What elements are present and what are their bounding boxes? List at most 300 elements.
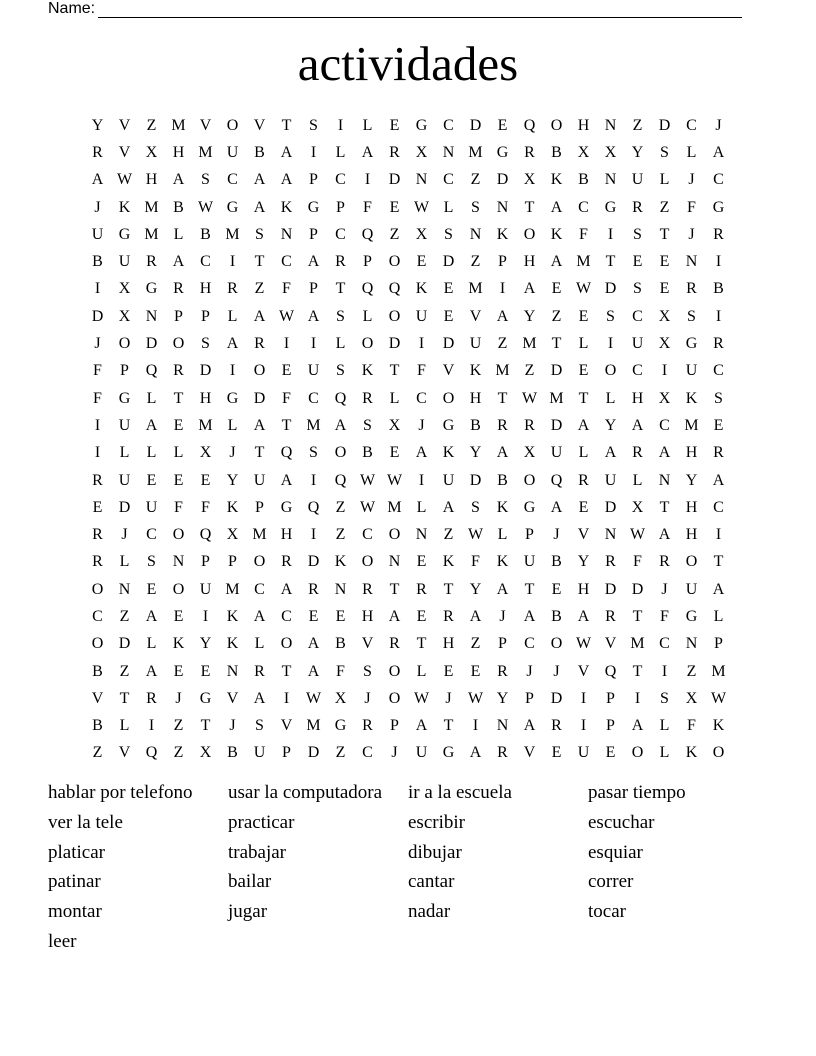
name-field xyxy=(48,0,742,18)
grid-letter: T xyxy=(335,280,346,298)
grid-letter: J xyxy=(94,198,101,216)
grid-letter: J xyxy=(229,444,236,462)
grid-letter: X xyxy=(523,171,536,189)
grid-letter: L xyxy=(713,607,724,625)
grid-letter: K xyxy=(226,607,239,625)
grid-letter: K xyxy=(496,553,509,571)
grid-letter: S xyxy=(336,362,345,380)
grid-letter: D xyxy=(550,689,563,707)
word-list-item: hablar por telefono xyxy=(48,782,193,803)
grid-letter: A xyxy=(658,526,671,544)
grid-letter: R xyxy=(578,471,589,489)
grid-letter: I xyxy=(94,444,101,462)
grid-letter: I xyxy=(310,143,317,161)
grid-letter: J xyxy=(553,662,560,680)
grid-letter: E xyxy=(200,662,211,680)
grid-letter: X xyxy=(388,416,401,434)
grid-letter: I xyxy=(715,253,722,271)
grid-letter: H xyxy=(199,389,212,407)
grid-letter: U xyxy=(631,335,644,353)
grid-letter: C xyxy=(146,526,157,544)
word-list xyxy=(48,779,768,958)
grid-letter: R xyxy=(146,253,157,271)
grid-letter: W xyxy=(710,689,727,707)
grid-letter: G xyxy=(685,607,698,625)
grid-letter: E xyxy=(416,607,427,625)
grid-letter: L xyxy=(227,416,238,434)
grid-letter: V xyxy=(577,662,590,680)
grid-letter: O xyxy=(388,662,401,680)
grid-letter: X xyxy=(118,307,131,325)
grid-letter: Q xyxy=(361,225,374,243)
grid-letter: L xyxy=(362,116,373,134)
grid-letter: E xyxy=(713,416,724,434)
grid-letter: H xyxy=(280,526,293,544)
grid-letter: I xyxy=(580,689,587,707)
grid-letter: E xyxy=(389,116,400,134)
grid-letter: P xyxy=(498,635,507,653)
page-title: actividades xyxy=(297,36,519,91)
word-list-item: trabajar xyxy=(228,841,287,863)
grid-letter: P xyxy=(390,717,399,735)
grid-letter: X xyxy=(415,225,428,243)
grid-letter: Y xyxy=(496,689,509,707)
grid-letter: G xyxy=(442,416,455,434)
grid-letter: W xyxy=(575,280,592,298)
grid-letter: A xyxy=(496,307,509,325)
grid-letter: X xyxy=(658,307,671,325)
grid-letter: V xyxy=(118,744,131,762)
grid-letter: T xyxy=(389,362,400,380)
grid-letter: R xyxy=(362,580,373,598)
grid-letter: C xyxy=(713,498,724,516)
grid-letter: L xyxy=(659,717,670,735)
grid-letter: N xyxy=(604,171,617,189)
grid-letter: A xyxy=(550,253,563,271)
grid-letter: E xyxy=(389,444,400,462)
grid-letter: L xyxy=(119,444,130,462)
grid-letter: Q xyxy=(604,662,617,680)
grid-letter: T xyxy=(281,116,292,134)
grid-letter: B xyxy=(362,444,373,462)
grid-letter: J xyxy=(121,526,128,544)
grid-letter: D xyxy=(604,498,617,516)
grid-letter: E xyxy=(632,253,643,271)
grid-letter: C xyxy=(281,607,292,625)
grid-letter: A xyxy=(658,444,671,462)
grid-letter: T xyxy=(524,580,535,598)
grid-letter: M xyxy=(198,143,213,161)
grid-letter: E xyxy=(578,498,589,516)
grid-letter: U xyxy=(226,143,239,161)
grid-letter: L xyxy=(362,307,373,325)
grid-letter: R xyxy=(389,635,400,653)
grid-letter: Z xyxy=(470,253,481,271)
grid-letter: J xyxy=(175,689,182,707)
grid-letter: C xyxy=(443,116,454,134)
grid-letter: P xyxy=(498,253,507,271)
grid-letter: E xyxy=(416,553,427,571)
grid-letter: G xyxy=(199,689,212,707)
grid-letter: X xyxy=(145,143,158,161)
grid-letter: R xyxy=(92,553,103,571)
grid-letter: J xyxy=(661,580,668,598)
grid-letter: V xyxy=(253,116,266,134)
grid-letter: M xyxy=(576,253,591,271)
grid-letter: C xyxy=(362,526,373,544)
grid-letter: R xyxy=(524,416,535,434)
grid-letter: L xyxy=(659,171,670,189)
grid-letter: O xyxy=(361,335,374,353)
grid-letter: U xyxy=(442,471,455,489)
grid-letter: F xyxy=(660,607,669,625)
grid-letter: I xyxy=(229,253,236,271)
grid-letter: K xyxy=(469,362,482,380)
grid-letter: M xyxy=(225,580,240,598)
grid-letter: U xyxy=(685,362,698,380)
grid-letter: D xyxy=(550,362,563,380)
grid-letter: A xyxy=(145,416,158,434)
grid-letter: C xyxy=(713,362,724,380)
word-search-grid xyxy=(84,112,732,767)
grid-letter: K xyxy=(685,744,698,762)
grid-letter: T xyxy=(443,580,454,598)
grid-letter: M xyxy=(684,416,699,434)
grid-letter: A xyxy=(307,662,320,680)
grid-letter: I xyxy=(607,335,614,353)
grid-letter: P xyxy=(309,225,318,243)
grid-letter: Z xyxy=(173,744,184,762)
grid-letter: E xyxy=(335,607,346,625)
grid-letter: R xyxy=(254,662,265,680)
grid-letter: S xyxy=(336,307,345,325)
grid-letter: L xyxy=(497,526,508,544)
word-list-item: cantar xyxy=(408,871,455,893)
grid-letter: I xyxy=(283,335,290,353)
grid-letter: L xyxy=(173,444,184,462)
word-list-item: nadar xyxy=(408,901,451,923)
grid-letter: C xyxy=(335,171,346,189)
grid-letter: A xyxy=(280,143,293,161)
grid-letter: B xyxy=(173,198,184,216)
grid-letter: X xyxy=(118,280,131,298)
grid-letter: B xyxy=(470,416,481,434)
grid-letter: P xyxy=(255,498,264,516)
grid-letter: R xyxy=(254,335,265,353)
grid-letter: I xyxy=(715,526,722,544)
grid-letter: Y xyxy=(604,416,617,434)
grid-letter: O xyxy=(334,444,347,462)
grid-letter: Q xyxy=(199,526,212,544)
name-label: Name: xyxy=(48,0,96,17)
grid-letter: E xyxy=(281,362,292,380)
grid-letter: B xyxy=(92,717,103,735)
grid-letter: C xyxy=(524,635,535,653)
grid-letter: N xyxy=(442,143,455,161)
grid-letter: I xyxy=(499,280,506,298)
grid-letter: W xyxy=(116,171,133,189)
grid-letter: L xyxy=(146,444,157,462)
grid-letter: R xyxy=(173,280,184,298)
grid-letter: Q xyxy=(334,389,347,407)
grid-letter: O xyxy=(442,389,455,407)
grid-letter: D xyxy=(307,553,320,571)
grid-letter: Q xyxy=(307,498,320,516)
grid-letter: A xyxy=(91,171,104,189)
grid-letter: V xyxy=(226,689,239,707)
grid-letter: I xyxy=(661,362,668,380)
grid-letter: I xyxy=(94,416,101,434)
grid-letter: N xyxy=(685,253,698,271)
grid-letter: T xyxy=(605,253,616,271)
grid-letter: I xyxy=(310,526,317,544)
grid-letter: K xyxy=(361,362,374,380)
grid-letter: U xyxy=(415,307,428,325)
grid-letter: Y xyxy=(91,116,104,134)
grid-letter: I xyxy=(634,689,641,707)
grid-letter: Q xyxy=(145,362,158,380)
grid-letter: L xyxy=(686,143,697,161)
grid-letter: A xyxy=(631,717,644,735)
grid-letter: O xyxy=(550,635,563,653)
grid-letter: S xyxy=(201,171,210,189)
grid-letter: Z xyxy=(470,171,481,189)
grid-letter: J xyxy=(553,526,560,544)
grid-letter: E xyxy=(443,280,454,298)
grid-letter: N xyxy=(496,198,509,216)
grid-letter: M xyxy=(306,416,321,434)
grid-letter: K xyxy=(415,280,428,298)
grid-letter: W xyxy=(521,389,538,407)
grid-letter: I xyxy=(418,335,425,353)
grid-letter: W xyxy=(305,689,322,707)
grid-letter: L xyxy=(659,744,670,762)
grid-letter: R xyxy=(362,389,373,407)
grid-letter: K xyxy=(442,553,455,571)
grid-letter: Q xyxy=(523,116,536,134)
grid-letter: U xyxy=(118,471,131,489)
grid-letter: F xyxy=(174,498,183,516)
grid-letter: P xyxy=(606,717,615,735)
grid-letter: A xyxy=(712,471,725,489)
grid-letter: Z xyxy=(335,498,346,516)
grid-letter: O xyxy=(550,116,563,134)
grid-letter: E xyxy=(308,607,319,625)
word-list-item: ver la tele xyxy=(48,811,123,833)
grid-letter: O xyxy=(253,362,266,380)
grid-letter: E xyxy=(200,471,211,489)
grid-letter: I xyxy=(472,717,479,735)
grid-letter: P xyxy=(228,553,237,571)
word-list-item: bailar xyxy=(228,871,272,893)
grid-letter: K xyxy=(172,635,185,653)
grid-letter: F xyxy=(336,662,345,680)
grid-letter: A xyxy=(361,143,374,161)
grid-letter: K xyxy=(550,225,563,243)
grid-letter: U xyxy=(307,362,320,380)
grid-letter: X xyxy=(226,526,239,544)
grid-letter: V xyxy=(199,116,212,134)
grid-letter: C xyxy=(308,389,319,407)
grid-letter: R xyxy=(173,362,184,380)
grid-letter: A xyxy=(253,307,266,325)
grid-letter: R xyxy=(632,198,643,216)
grid-letter: I xyxy=(715,307,722,325)
grid-letter: E xyxy=(578,307,589,325)
grid-letter: P xyxy=(309,171,318,189)
grid-letter: Y xyxy=(631,143,644,161)
grid-letter: Z xyxy=(335,526,346,544)
grid-letter: T xyxy=(659,225,670,243)
grid-letter: K xyxy=(550,171,563,189)
grid-letter: E xyxy=(578,362,589,380)
grid-letter: P xyxy=(525,526,534,544)
grid-letter: S xyxy=(363,662,372,680)
grid-letter: A xyxy=(280,471,293,489)
grid-letter: G xyxy=(118,389,131,407)
grid-letter: S xyxy=(633,225,642,243)
grid-letter: A xyxy=(172,171,185,189)
grid-letter: I xyxy=(661,662,668,680)
grid-letter: A xyxy=(307,635,320,653)
grid-letter: W xyxy=(467,526,484,544)
grid-letter: U xyxy=(199,580,212,598)
grid-letter: R xyxy=(362,717,373,735)
grid-letter: E xyxy=(443,307,454,325)
grid-letter: P xyxy=(336,198,345,216)
grid-letter: Q xyxy=(145,744,158,762)
grid-letter: X xyxy=(577,143,590,161)
grid-letter: I xyxy=(580,717,587,735)
grid-letter: E xyxy=(659,280,670,298)
grid-letter: G xyxy=(280,498,293,516)
grid-letter: R xyxy=(713,225,724,243)
grid-letter: D xyxy=(442,335,455,353)
grid-letter: O xyxy=(172,580,185,598)
grid-letter: Z xyxy=(254,280,265,298)
grid-letter: C xyxy=(713,171,724,189)
grid-letter: J xyxy=(94,335,101,353)
grid-letter: H xyxy=(631,389,644,407)
grid-letter: V xyxy=(442,362,455,380)
grid-letter: O xyxy=(604,362,617,380)
grid-letter: K xyxy=(118,198,131,216)
grid-letter: S xyxy=(255,717,264,735)
grid-letter: Y xyxy=(523,307,536,325)
grid-letter: R xyxy=(497,416,508,434)
grid-letter: L xyxy=(119,553,130,571)
grid-letter: R xyxy=(389,143,400,161)
grid-letter: R xyxy=(713,444,724,462)
grid-letter: J xyxy=(688,225,695,243)
grid-letter: R xyxy=(335,253,346,271)
grid-letter: I xyxy=(310,471,317,489)
grid-letter: F xyxy=(282,389,291,407)
grid-letter: G xyxy=(496,143,509,161)
grid-letter: S xyxy=(444,225,453,243)
grid-letter: X xyxy=(415,143,428,161)
grid-letter: W xyxy=(413,689,430,707)
grid-letter: N xyxy=(496,717,509,735)
grid-letter: G xyxy=(604,198,617,216)
grid-letter: A xyxy=(334,416,347,434)
grid-letter: L xyxy=(416,662,427,680)
word-list-item: platicar xyxy=(48,841,105,863)
grid-letter: Z xyxy=(470,635,481,653)
grid-letter: L xyxy=(578,444,589,462)
grid-letter: D xyxy=(442,253,455,271)
grid-letter: B xyxy=(200,225,211,243)
grid-letter: A xyxy=(712,143,725,161)
grid-letter: S xyxy=(147,553,156,571)
grid-letter: X xyxy=(199,744,212,762)
grid-letter: T xyxy=(578,389,589,407)
grid-letter: G xyxy=(145,280,158,298)
grid-letter: C xyxy=(632,362,643,380)
grid-letter: V xyxy=(577,526,590,544)
grid-letter: C xyxy=(686,116,697,134)
grid-letter: T xyxy=(416,635,427,653)
grid-letter: C xyxy=(200,253,211,271)
grid-letter: O xyxy=(172,526,185,544)
grid-letter: Y xyxy=(577,553,590,571)
grid-letter: O xyxy=(631,744,644,762)
grid-letter: U xyxy=(631,171,644,189)
grid-letter: P xyxy=(363,253,372,271)
grid-letter: S xyxy=(471,498,480,516)
word-list-item: dibujar xyxy=(408,841,462,863)
grid-letter: C xyxy=(335,225,346,243)
grid-letter: Z xyxy=(173,717,184,735)
grid-letter: T xyxy=(632,607,643,625)
grid-letter: E xyxy=(173,416,184,434)
grid-letter: T xyxy=(551,335,562,353)
grid-letter: A xyxy=(496,580,509,598)
grid-letter: M xyxy=(225,225,240,243)
grid-letter: D xyxy=(145,335,158,353)
grid-letter: O xyxy=(388,526,401,544)
grid-letter: U xyxy=(685,580,698,598)
grid-letter: V xyxy=(604,635,617,653)
grid-letter: W xyxy=(197,198,214,216)
grid-letter: Y xyxy=(469,580,482,598)
grid-letter: B xyxy=(497,471,508,489)
grid-letter: S xyxy=(660,689,669,707)
grid-letter: A xyxy=(415,717,428,735)
grid-letter: T xyxy=(389,580,400,598)
grid-letter: L xyxy=(173,225,184,243)
grid-letter: M xyxy=(630,635,645,653)
grid-letter: L xyxy=(119,717,130,735)
grid-letter: L xyxy=(416,498,427,516)
grid-letter: D xyxy=(658,116,671,134)
grid-letter: P xyxy=(201,307,210,325)
grid-letter: N xyxy=(280,225,293,243)
grid-letter: I xyxy=(202,607,209,625)
grid-letter: V xyxy=(91,689,104,707)
grid-letter: T xyxy=(497,389,508,407)
grid-letter: A xyxy=(253,607,266,625)
grid-letter: U xyxy=(550,444,563,462)
grid-letter: R xyxy=(497,662,508,680)
grid-letter: O xyxy=(685,553,698,571)
grid-letter: A xyxy=(712,580,725,598)
grid-letter: U xyxy=(253,471,266,489)
grid-letter: Q xyxy=(334,471,347,489)
grid-letter: Z xyxy=(632,116,643,134)
grid-letter: I xyxy=(418,471,425,489)
grid-letter: H xyxy=(685,498,698,516)
